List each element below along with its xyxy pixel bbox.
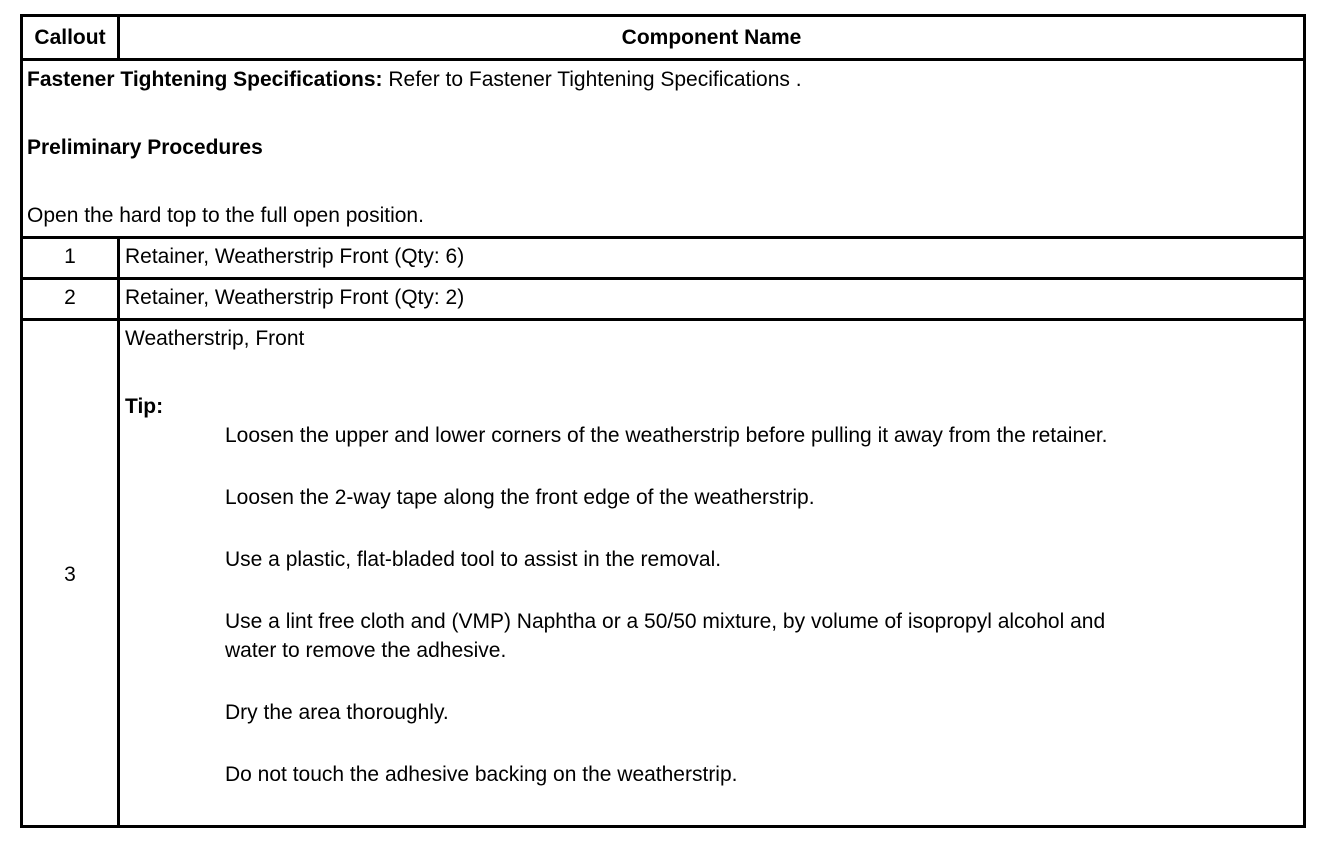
header-component-name: Component Name <box>621 26 802 49</box>
separator-row-1 <box>23 277 1303 280</box>
component-1: Retainer, Weatherstrip Front (Qty: 6) <box>125 245 465 268</box>
column-divider-rows <box>117 236 120 828</box>
tip-item: Do not touch the adhesive backing on the weatherstrip. <box>225 763 738 786</box>
separator-intro <box>23 236 1303 239</box>
component-3: Weatherstrip, Front <box>125 327 305 350</box>
tip-item: Dry the area thoroughly. <box>225 701 449 724</box>
tip-item-continuation: water to remove the adhesive. <box>225 639 507 662</box>
fastener-spec-label: Fastener Tightening Specifications: <box>27 68 383 91</box>
header-callout: Callout <box>34 26 106 49</box>
fastener-spec-text: Refer to Fastener Tightening Specifications . <box>382 68 802 91</box>
callout-3: 3 <box>64 563 76 586</box>
callout-2: 2 <box>64 286 76 309</box>
separator-header <box>23 58 1303 61</box>
service-procedure-table <box>20 14 1306 828</box>
tip-item: Use a lint free cloth and (VMP) Naphtha or a 50/50 mixture, by volume of isopropyl alcohol and <box>225 610 1106 633</box>
preliminary-heading: Preliminary Procedures <box>27 136 263 159</box>
tip-item: Loosen the 2-way tape along the front edge of the weatherstrip. <box>225 486 815 509</box>
separator-row-2 <box>23 318 1303 321</box>
fastener-spec-line <box>27 67 802 93</box>
callout-1: 1 <box>64 245 76 268</box>
preliminary-step: Open the hard top to the full open position. <box>27 204 424 227</box>
tip-item: Use a plastic, flat-bladed tool to assist in the removal. <box>225 548 722 571</box>
tip-label: Tip: <box>125 395 164 418</box>
component-2: Retainer, Weatherstrip Front (Qty: 2) <box>125 286 465 309</box>
tip-item: Loosen the upper and lower corners of the weatherstrip before pulling it away from the retainer. <box>225 424 1108 447</box>
